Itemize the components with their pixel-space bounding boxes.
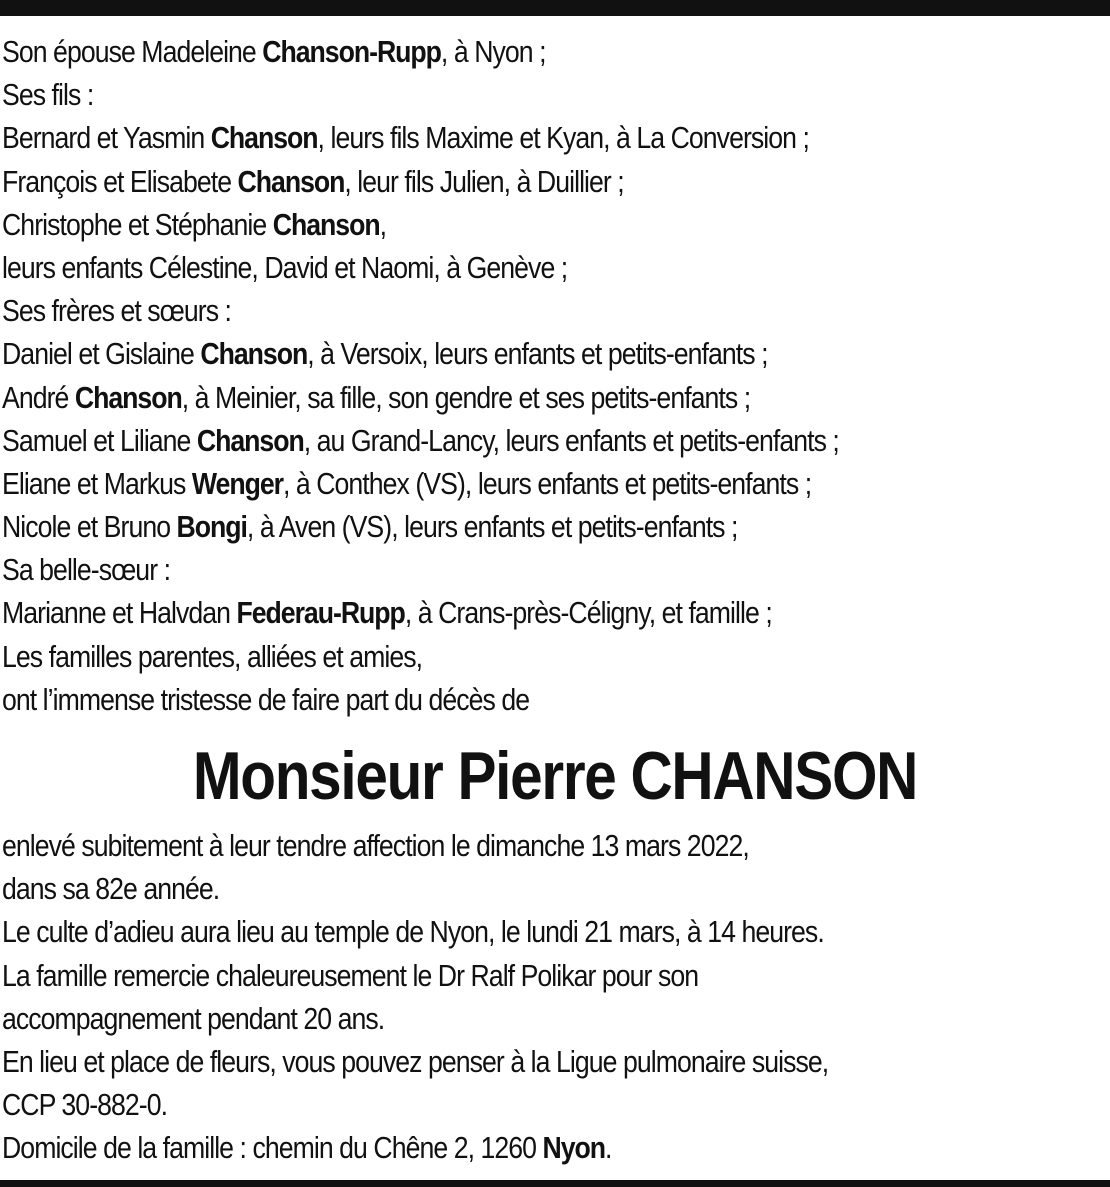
family-line: ont l’immense tristesse de faire part du décès de xyxy=(2,681,530,717)
family-line: Son épouse Madeleine Chanson-Rupp, à Nyon ; xyxy=(2,34,546,69)
family-line: Daniel et Gislaine Chanson, à Versoix, leurs enfants et petits-enfants ; xyxy=(2,336,768,372)
family-line: Marianne et Halvdan Federau-Rupp, à Crans-près-Céligny, et famille ; xyxy=(2,595,772,631)
detail-line: enlevé subitement à leur tendre affection le dimanche 13 mars 2022, xyxy=(2,828,749,863)
family-line: Bernard et Yasmin Chanson, leurs fils Maxime et Kyan, à La Conversion ; xyxy=(2,120,809,156)
family-line: Christophe et Stéphanie Chanson, xyxy=(2,206,387,242)
family-list xyxy=(2,30,1108,721)
family-line: Eliane et Markus Wenger, à Conthex (VS), leurs enfants et petits-enfants ; xyxy=(2,465,812,501)
family-line: André Chanson, à Meinier, sa fille, son gendre et ses petits-enfants ; xyxy=(2,379,751,415)
family-line: François et Elisabete Chanson, leur fils Julien, à Duillier ; xyxy=(2,163,624,199)
family-line: leurs enfants Célestine, David et Naomi, à Genève ; xyxy=(2,249,568,285)
family-line: Samuel et Liliane Chanson, au Grand-Lancy, leurs enfants et petits-enfants ; xyxy=(2,422,839,458)
bottom-border-rule xyxy=(0,1180,1110,1187)
top-border-rule xyxy=(0,0,1110,16)
detail-line: Le culte d’adieu aura lieu au temple de Nyon, le lundi 21 mars, à 14 heures. xyxy=(2,914,824,950)
detail-line: accompagnement pendant 20 ans. xyxy=(2,1000,385,1036)
detail-line: En lieu et place de fleurs, vous pouvez penser à la Ligue pulmonaire suisse, xyxy=(2,1043,829,1079)
detail-line: CCP 30-882-0. xyxy=(2,1087,168,1123)
family-line: Les familles parentes, alliées et amies, xyxy=(2,638,423,674)
detail-line: dans sa 82e année. xyxy=(2,871,220,907)
family-line: Ses frères et sœurs : xyxy=(2,293,232,329)
family-line: Ses fils : xyxy=(2,77,94,113)
deceased-name: Monsieur Pierre CHANSON xyxy=(192,738,918,814)
detail-line: La famille remercie chaleureusement le Dr Ralf Polikar pour son xyxy=(2,957,699,993)
funeral-details xyxy=(2,824,1108,1170)
family-line: Sa belle-sœur : xyxy=(2,552,171,588)
family-line: Nicole et Bruno Bongi, à Aven (VS), leurs enfants et petits-enfants ; xyxy=(2,509,738,545)
detail-line: Domicile de la famille : chemin du Chêne 2, 1260 Nyon. xyxy=(2,1130,612,1166)
